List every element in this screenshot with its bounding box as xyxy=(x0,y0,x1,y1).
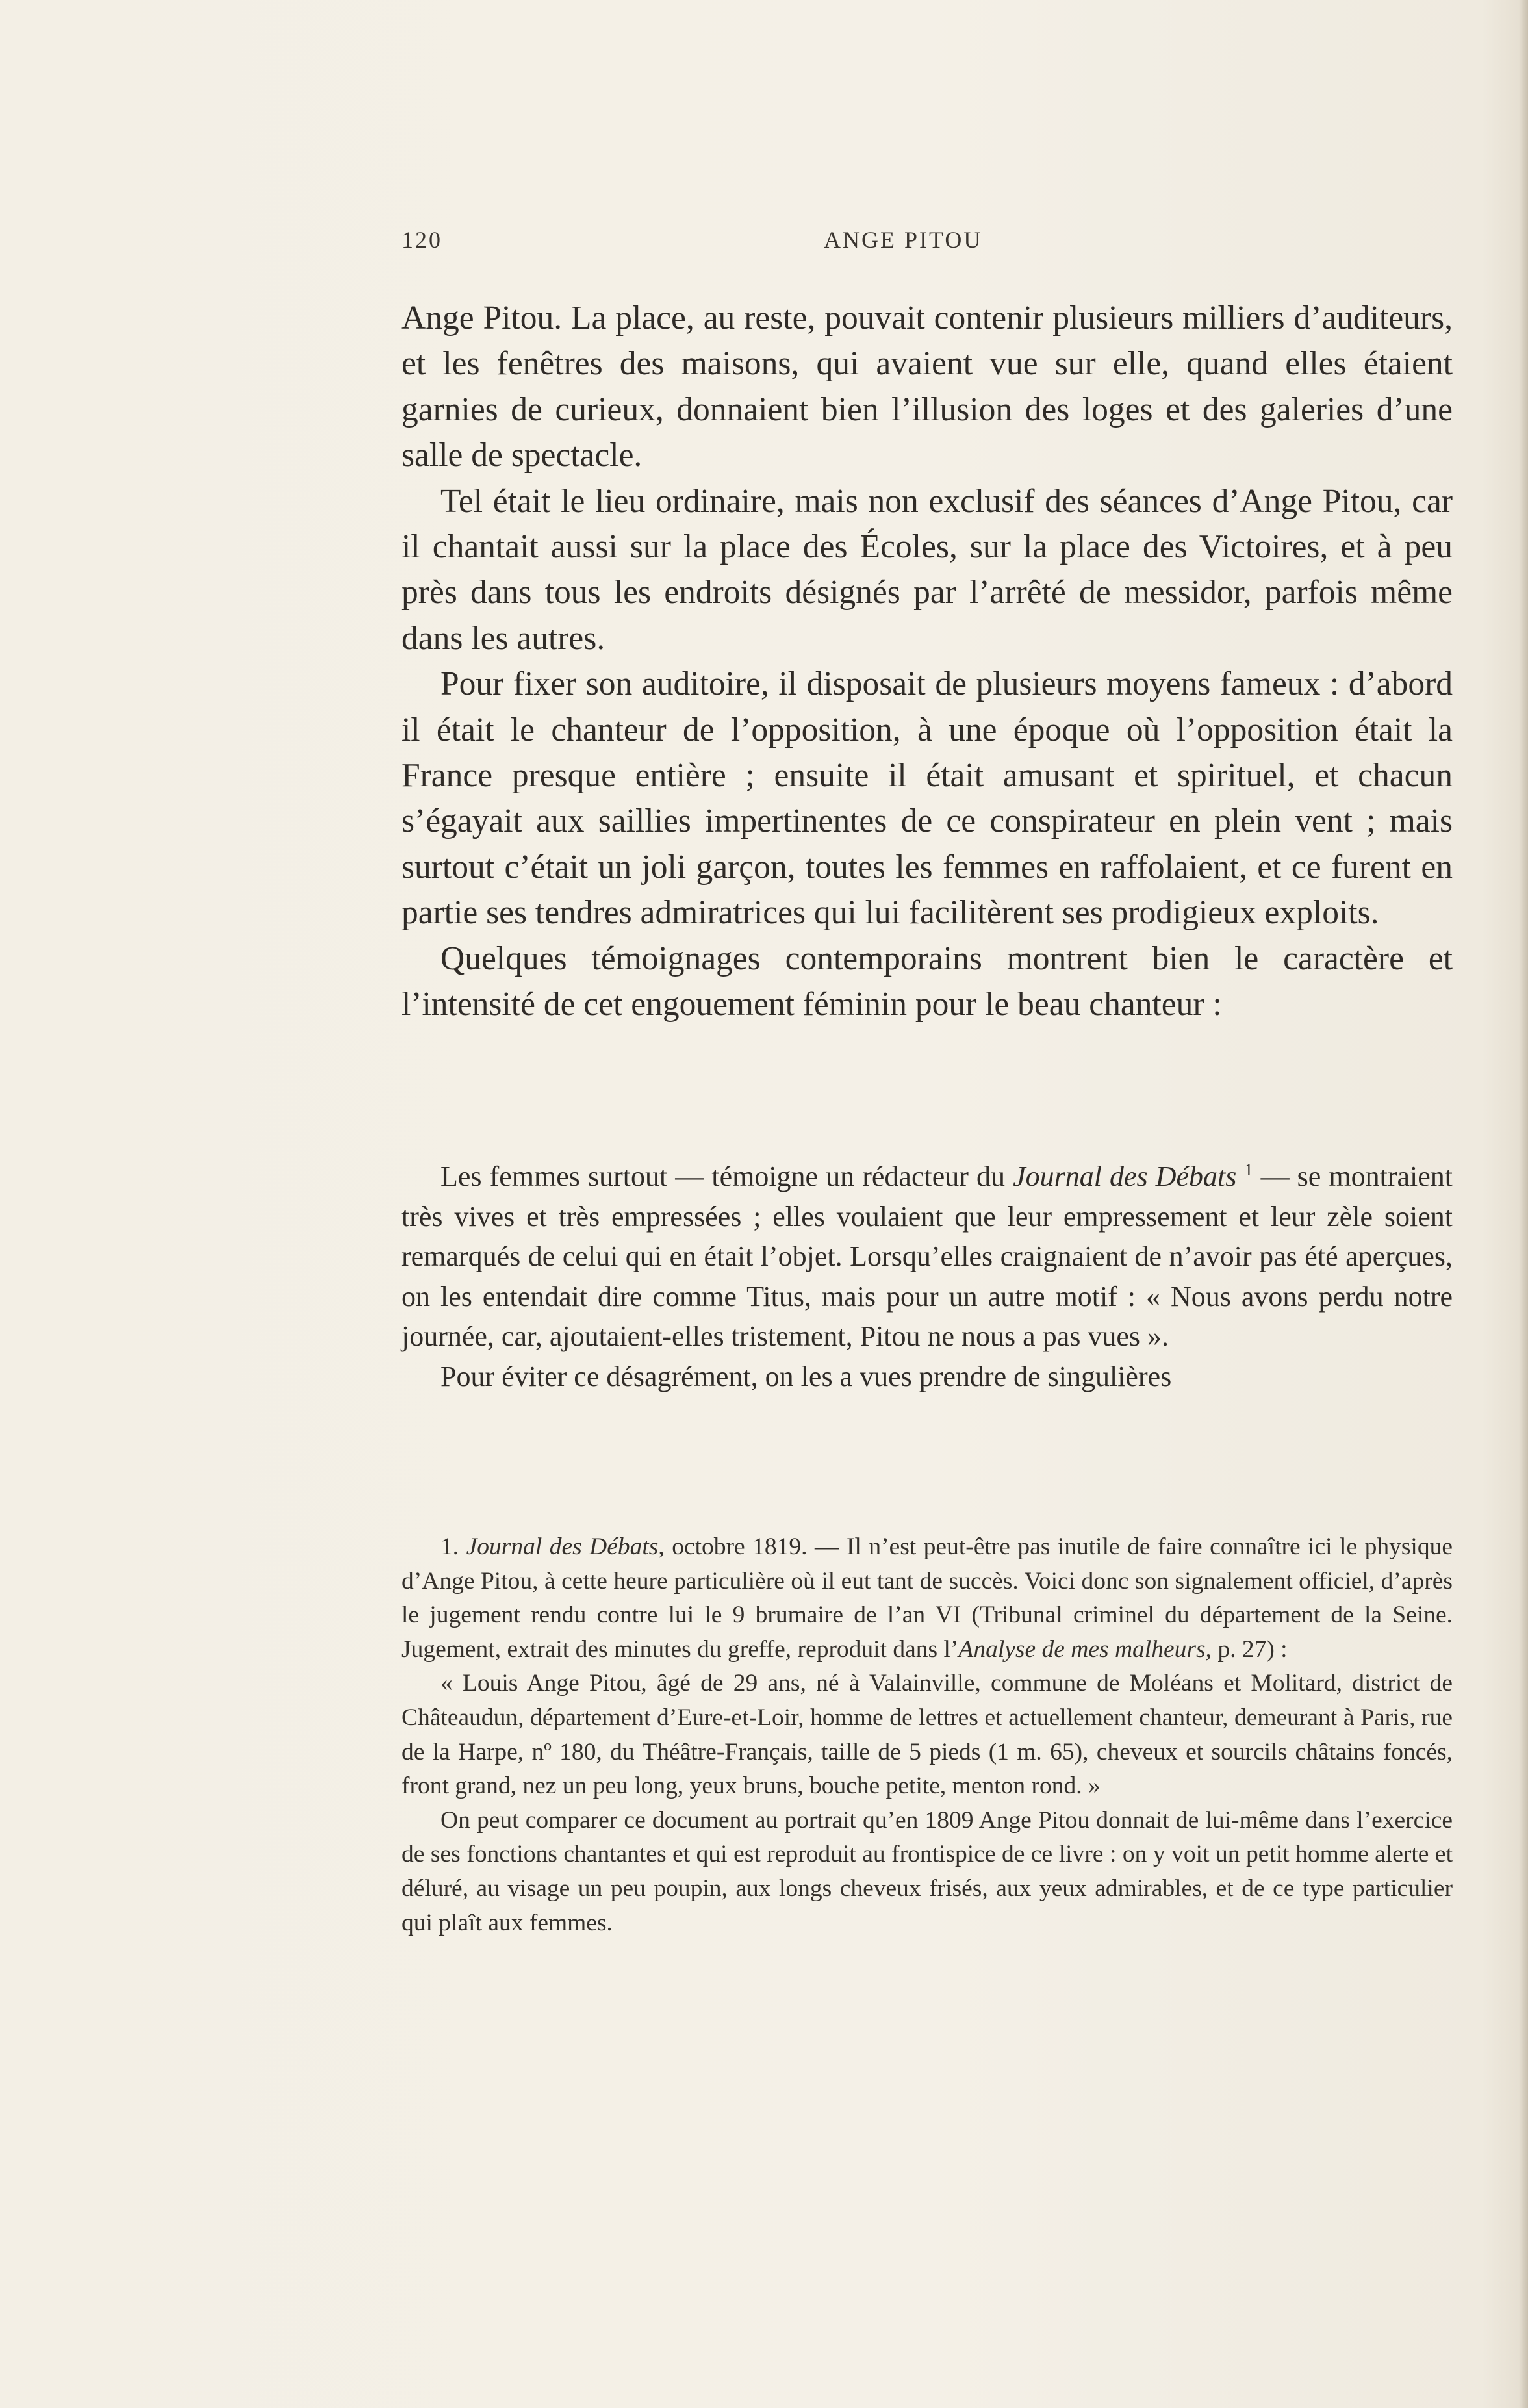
paragraph: Ange Pitou. La place, au reste, pouvait contenir plusieurs milliers d’auditeurs, et les fenêtres des maisons, qui avaient vue sur elle, quand elles étaient garnies de curieux, donnaient bien l’illusion des loges et des galeries d’une salle de spectacle. xyxy=(401,300,1453,474)
footnotes xyxy=(401,1530,1453,1940)
footnote-text: , p. 27) : xyxy=(1205,1635,1288,1663)
footnote-1 xyxy=(401,1530,1453,1667)
main-text xyxy=(401,296,1453,1028)
running-header xyxy=(401,226,1453,259)
journal-title: Journal des Débats xyxy=(1013,1160,1237,1192)
quote-paragraph: Pour éviter ce désagrément, on les a vues prendre de singulières xyxy=(440,1360,1172,1392)
paragraph: Quelques témoignages contemporains montrent bien le caractère et l’intensité de cet engouement féminin pour le beau chanteur : xyxy=(401,940,1453,1023)
footnote-conclusion: On peut comparer ce document au portrait qu’en 1809 Ange Pitou donnait de lui-même dans l’exercice de ses fonctions chantantes et qui est reproduit au frontispice de ce livre : on y voit un petit homme alerte et déluré, au visage un peu poupin, aux longs cheveux frisés, aux yeux admirables, et de ce type particulier qui plaît aux femmes. xyxy=(401,1806,1453,1936)
footnote-source: Journal des Débats xyxy=(466,1533,659,1560)
paragraph: Tel était le lieu ordinaire, mais non exclusif des séances d’Ange Pitou, car il chantait aussi sur la place des Écoles, sur la place des Victoires, et à peu près dans tous les endroits désignés par l’arrêté de messidor, parfois même dans les autres. xyxy=(401,482,1453,657)
running-title: ANGE PITOU xyxy=(824,227,983,253)
page-number: 120 xyxy=(401,227,442,253)
footnote-text: , octobre 1819. — Il n’est peut-être pas inutile de faire connaître ici le physique d’Ange Pitou, à cette heure particulière où il eut tant de succès. Voici donc son signalement officiel, d’après le jugement rendu contre lui le 9 brumaire de l’an VI (Tribunal criminel du département de la Seine. Jugement, extrait des minutes du greffe, reproduit dans l’ xyxy=(401,1533,1453,1663)
page-edge-shadow xyxy=(1519,0,1528,2408)
quote-paragraph xyxy=(401,1157,1453,1357)
paragraph: Pour fixer son auditoire, il disposait de plusieurs moyens fameux : d’abord il était le chanteur de l’opposition, à une époque où l’opposition était la France presque entière ; ensuite il était amusant et spirituel, et chacun s’égayait aux saillies impertinentes de ce conspirateur en plein vent ; mais surtout c’était un joli garçon, toutes les femmes en raffolaient, et ce furent en partie ses tendres admiratrices qui lui facilitèrent ses prodigieux exploits. xyxy=(401,665,1453,932)
footnote-marker: 1 xyxy=(1244,1160,1253,1179)
quote-text-intro: Les femmes surtout — témoigne un rédacteur du xyxy=(440,1160,1013,1192)
block-quote xyxy=(401,1157,1453,1397)
footnote-quote: « Louis Ange Pitou, âgé de 29 ans, né à Valainville, commune de Moléans et Molitard, district de Châteaudun, département d’Eure-et-Loir, homme de lettres et actuellement chanteur, demeurant à Paris, rue de la Harpe, nº 180, du Théâtre-Français, taille de 5 pieds (1 m. 65), cheveux et sourcils châtains foncés, front grand, nez un peu long, yeux bruns, bouche petite, menton rond. » xyxy=(401,1670,1453,1800)
footnote-number: 1. xyxy=(440,1533,466,1560)
footnote-book-title: Analyse de mes malheurs xyxy=(958,1635,1206,1663)
quote-text-body: — se montraient très vives et très empressées ; elles voulaient que leur empressement et leur zèle soient remarqués de celui qui en était l’objet. Lorsqu’elles craignaient de n’avoir pas été aperçues, on les entendait dire comme Titus, mais pour un autre motif : « Nous avons perdu notre journée, car, ajoutaient-elles tristement, Pitou ne nous a pas vues ». xyxy=(401,1160,1453,1353)
